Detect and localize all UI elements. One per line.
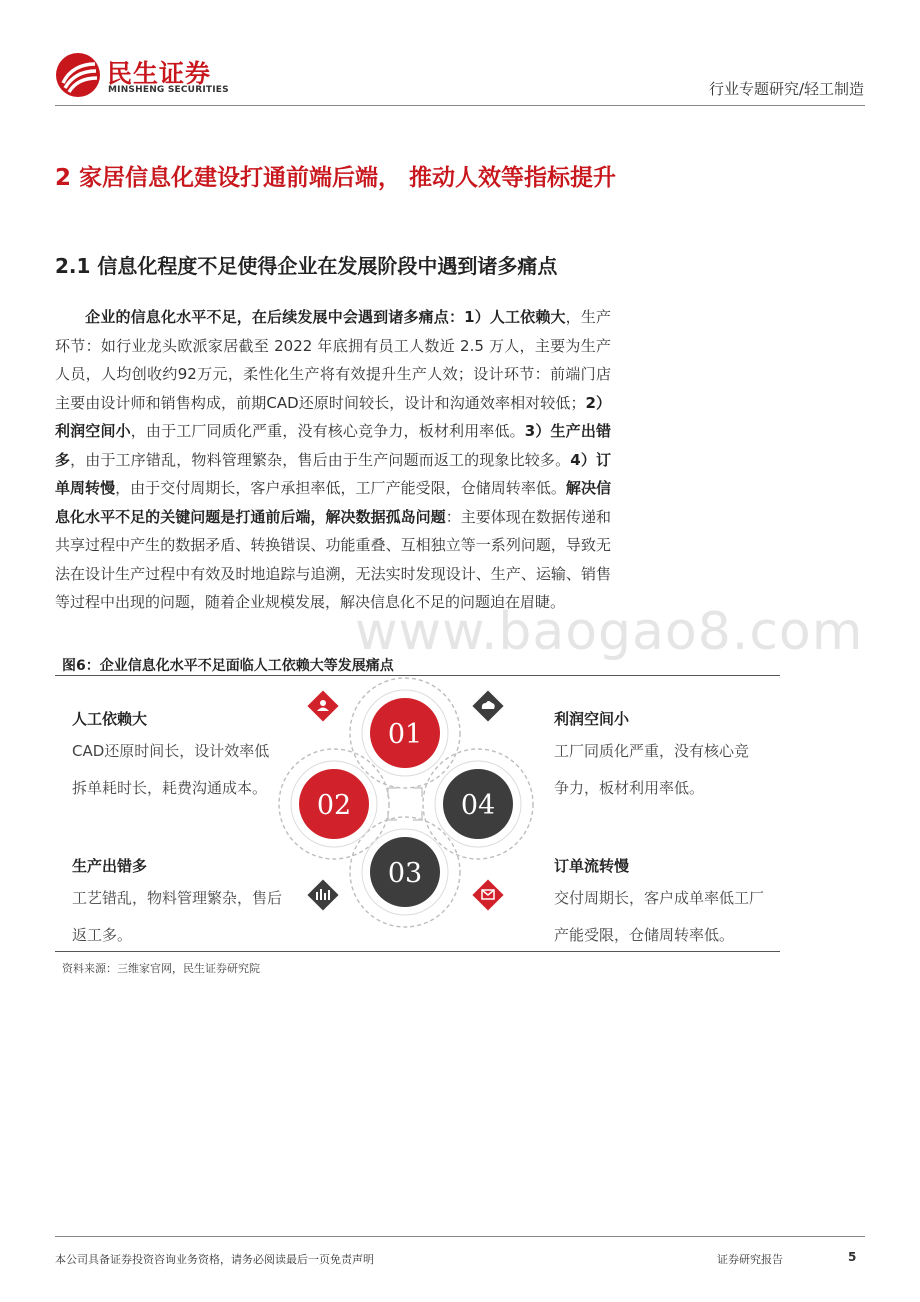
figure-caption: 图6：企业信息化水平不足面临人工依赖大等发展痛点 <box>62 658 394 674</box>
point-desc-3: 工艺错乱，物料管理繁杂，售后返工多。 <box>72 889 283 944</box>
point-desc-1: CAD还原时间长，设计效率低拆单耗时长，耗费沟通成本。 <box>72 742 270 797</box>
circle-label-04: 04 <box>460 790 496 821</box>
footer-report-type: 证券研究报告 <box>717 1253 783 1266</box>
header-divider <box>55 105 865 106</box>
circle-label-01: 01 <box>387 719 423 750</box>
figure-bottom-rule <box>55 951 780 952</box>
point-desc-4: 交付周期长，客户成单率低工厂产能受限，仓储周转率低。 <box>554 889 765 944</box>
logo-english-name: MINSHENG SECURITIES <box>108 85 229 95</box>
report-category: 行业专题研究/轻工制造 <box>708 80 864 98</box>
logo-chinese-name: 民生证券 <box>107 59 212 88</box>
cloud-diamond-icon <box>472 690 503 721</box>
point-title-3: 生产出错多 <box>72 857 148 875</box>
brand-logo <box>55 52 275 102</box>
body-paragraph <box>55 303 611 617</box>
para-text-4: ，由于交付周期长，客户承担率低，工厂产能受限，仓储周转率低。 <box>115 479 566 497</box>
para-bold-1: 企业的信息化水平不足，在后续发展中会遇到诸多痛点：1）人工依赖大 <box>85 308 566 326</box>
figure-source: 资料来源：三维家官网，民生证券研究院 <box>62 962 260 975</box>
para-bold-3: 3）生产出错多 <box>55 422 611 469</box>
section-title: 2 家居信息化建设打通前端后端， 推动人效等指标提升 <box>55 165 617 191</box>
para-text-3: ，由于工序错乱，物料管理繁杂，售后由于生产问题而返工的现象比较多。 <box>70 450 571 469</box>
para-text-5: ：主要体现在数据传递和共享过程中产生的数据矛盾、转换错误、功能重叠、互相独立等一系列问题，导致无法在设计生产过程中有效及时地追踪与追溯，无法实时发现设计、生产、运输、销售等过程中出现的问题，随着企业规模发展，解决信息化不足的问题迫在眉睫。 <box>55 507 611 611</box>
para-text-2: ，由于工厂同质化严重，没有核心竞争力，板材利用率低。 <box>130 422 525 440</box>
user-diamond-icon <box>307 690 338 721</box>
page-number: 5 <box>848 1250 857 1264</box>
pain-points-diagram <box>275 676 565 950</box>
watermark: www.baogao8.com <box>355 602 864 662</box>
point-title-2: 利润空间小 <box>554 710 630 728</box>
footer-divider <box>55 1236 865 1237</box>
footer-disclaimer: 本公司具备证券投资咨询业务资格，请务必阅读最后一页免责声明 <box>55 1253 374 1266</box>
mail-diamond-icon <box>472 879 503 910</box>
circle-label-02: 02 <box>316 790 352 821</box>
para-bold-2: 2）利润空间小 <box>55 393 612 440</box>
chart-diamond-icon <box>307 879 338 910</box>
para-text-1: ，生产环节：如行业龙头欧派家居截至 2022 年底拥有员工人数近 2.5 万人，主要为生产人员，人均创收约92万元，柔性化生产将有效提升生产人效；设计环节：前端门店主要由设计师和销售构成，前期CAD还原时间较长，设计和沟通效率相对较低； <box>55 308 611 412</box>
center-bracket <box>388 788 422 820</box>
para-bold-5: 解决信息化水平不足的关键问题是打通前后端，解决数据孤岛问题 <box>55 479 611 526</box>
point-desc-2: 工厂同质化严重，没有核心竞争力，板材利用率低。 <box>554 742 750 797</box>
point-title-4: 订单流转慢 <box>554 857 630 875</box>
para-bold-4: 4）订单周转慢 <box>55 450 611 497</box>
circle-label-03: 03 <box>387 858 423 889</box>
minsheng-logo-icon <box>55 52 101 98</box>
point-title-1: 人工依赖大 <box>72 710 148 728</box>
subsection-title: 2.1 信息化程度不足使得企业在发展阶段中遇到诸多痛点 <box>55 254 558 278</box>
